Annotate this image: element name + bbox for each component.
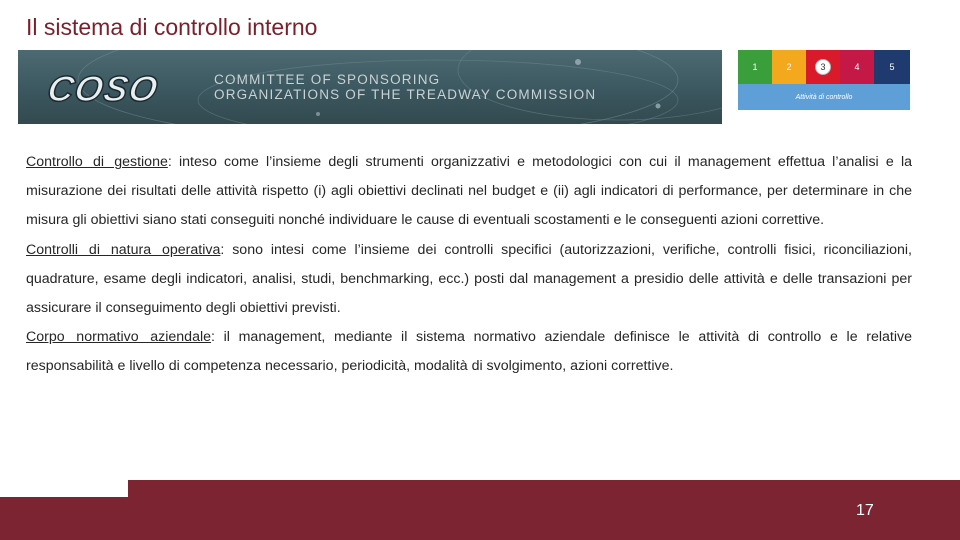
- definition-corpo-normativo: il management, mediante il sistema normativo aziendale definisce le attività di controllo e le relative responsabilità e livello di competenza necessario, periodicità, modalità di svolgimento, azioni correttive.: [26, 329, 912, 375]
- slide-title: Il sistema di controllo interno: [26, 14, 318, 40]
- term-colon: :: [220, 241, 225, 258]
- step-3-label: 3: [815, 59, 831, 75]
- paragraph-controllo-gestione: [26, 148, 912, 236]
- term-corpo-normativo: Corpo normativo aziendale: [26, 329, 212, 346]
- page-number: 17: [856, 502, 874, 519]
- coso-name-line2: ORGANIZATIONS OF THE TREADWAY COMMISSION: [214, 87, 597, 102]
- step-1: [738, 50, 772, 84]
- step-1-label: 1: [752, 62, 758, 72]
- step-4-label: 4: [854, 62, 860, 72]
- coso-banner: [18, 50, 722, 124]
- coso-name-line1: COMMITTEE OF SPONSORING: [214, 72, 441, 87]
- footer-bar: [128, 480, 960, 540]
- paragraph-controlli-operativi: [26, 236, 912, 324]
- step-5-label: 5: [889, 62, 895, 72]
- step-3: [806, 50, 840, 84]
- step-caption: Attività di controllo: [738, 84, 910, 110]
- slide-body: [26, 148, 912, 382]
- step-4: [840, 50, 874, 84]
- step-2: [772, 50, 806, 84]
- term-colon: :: [211, 329, 215, 346]
- step-2-label: 2: [786, 62, 792, 72]
- footer-bar-left: [0, 497, 128, 540]
- coso-logo: COSO: [44, 68, 162, 109]
- step-5: [874, 50, 910, 84]
- paragraph-corpo-normativo: [26, 323, 912, 381]
- coso-components-steps: [738, 50, 910, 110]
- definition-controlli-operativi: sono intesi come l’insieme dei controlli specifici (autorizzazioni, verifiche, controlli fisici, riconciliazioni, quadrature, esame degli indicatori, analisi, studi, benchmarking, ecc.) posti dal management a presidio delle attività e delle transazioni per assicurare il conseguimento degli obiettivi previsti.: [26, 241, 912, 317]
- definition-controllo-gestione: inteso come l’insieme degli strumenti organizzativi e metodologici con cui il management effettua l’analisi e la misurazione dei risultati delle attività rispetto (i) agli obiettivi declinati nel budget e (ii) agli indicatori di performance, per determinare in che misura gli obiettivi siano stati conseguiti nonché individuare le cause di eventuali scostamenti e le conseguenti azioni correttive.: [26, 154, 913, 229]
- term-controlli-operativi: Controlli di natura operativa: [26, 241, 221, 258]
- term-controllo-gestione: Controllo di gestione: [26, 154, 168, 170]
- term-colon: :: [167, 154, 172, 170]
